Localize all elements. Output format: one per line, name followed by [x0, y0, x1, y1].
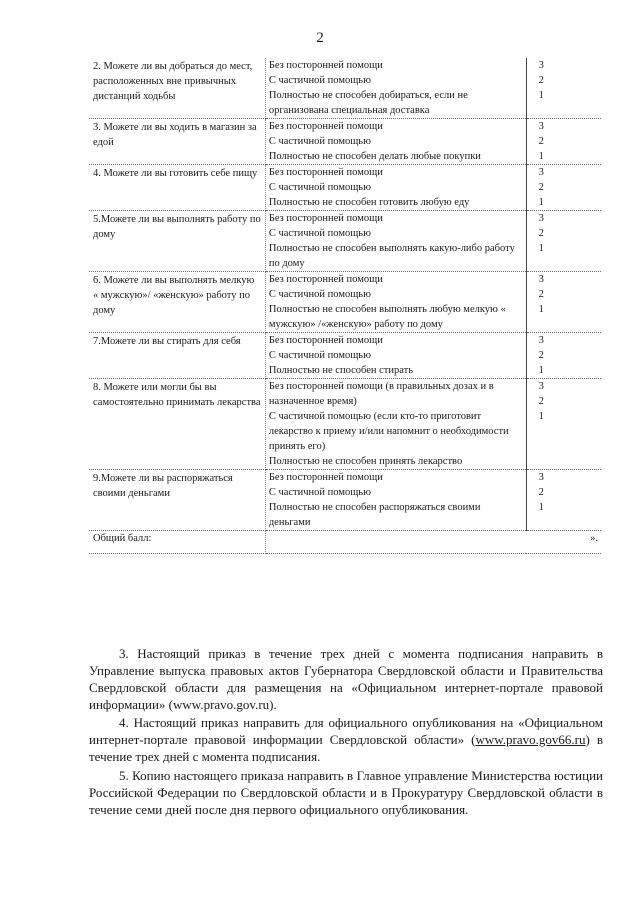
paragraph-3	[89, 645, 603, 713]
question-cell	[89, 470, 265, 531]
answer-option: Без посторонней помощи	[268, 213, 383, 224]
options-cell	[265, 333, 526, 379]
question-cell	[89, 211, 265, 272]
total-closing: ».	[590, 533, 598, 544]
score-value: 3	[538, 60, 544, 71]
question-cell	[89, 333, 265, 379]
score-value: 1	[538, 411, 544, 422]
scores-cell	[526, 211, 601, 272]
question-text: 9.Можете ли вы распоряжаться своими деньгами	[93, 473, 233, 499]
score-value: 2	[538, 487, 544, 498]
question-row	[89, 58, 601, 119]
options-cell	[265, 272, 526, 333]
score-value: 2	[538, 289, 544, 300]
question-text: 3. Можете ли вы ходить в магазин за едой	[93, 122, 257, 148]
question-cell	[89, 165, 265, 211]
question-row	[89, 470, 601, 531]
paragraph-5	[89, 767, 603, 818]
question-row	[89, 211, 601, 272]
score-value: 1	[538, 197, 544, 208]
total-row	[89, 531, 601, 554]
options-cell	[265, 58, 526, 119]
score-value: 1	[538, 502, 544, 513]
paragraph-4	[89, 714, 603, 765]
paragraph-4-end: ) в течение трех дней с момента подписания.	[89, 732, 603, 764]
scores-cell	[526, 165, 601, 211]
options-cell	[265, 211, 526, 272]
answer-option: Полностью не способен готовить любую еду	[268, 197, 470, 208]
answer-option: Без посторонней помощи	[268, 274, 383, 285]
question-row	[89, 119, 601, 165]
answer-option: Полностью не способен распоряжаться своими деньгами	[268, 502, 481, 528]
score-value: 2	[538, 396, 544, 407]
options-cell	[265, 470, 526, 531]
answer-option: Полностью не способен выполнять какую-либо работу по дому	[268, 243, 515, 269]
answer-option: С частичной помощью	[268, 487, 371, 498]
answer-option: С частичной помощью	[268, 136, 371, 147]
answer-option: Без посторонней помощи (в правильных дозах и в назначенное время)	[268, 381, 494, 407]
score-value: 2	[538, 75, 544, 86]
answer-option: Без посторонней помощи	[268, 121, 383, 132]
total-label: Общий балл:	[89, 531, 265, 554]
question-text: 4. Можете ли вы готовить себе пищу	[93, 168, 258, 179]
paragraph-3-text: 3. Настоящий приказ в течение трех дней с момента подписания направить в Управление выпуска правовых актов Губернатора Свердловской области и Правительства Свердловской области для размещения на «Официальном интернет-портале правовой информации» (www.pravo.gov.ru).	[89, 646, 603, 712]
options-cell	[265, 165, 526, 211]
score-value: 2	[538, 228, 544, 239]
score-value: 3	[538, 335, 544, 346]
answer-option: С частичной помощью (если кто-то приготовит лекарство к приему и/или напомнит о необходимости принять его)	[268, 411, 509, 452]
question-text: 6. Можете ли вы выполнять мелкую « мужскую»/ «женскую» работу по дому	[93, 275, 255, 316]
answer-option: Полностью не способен выполнять любую мелкую « мужскую» /«женскую» работу по дому	[268, 304, 506, 330]
answer-option: Без посторонней помощи	[268, 167, 383, 178]
question-row	[89, 272, 601, 333]
answer-option: Без посторонней помощи	[268, 60, 383, 71]
answer-option: Полностью не способен делать любые покупки	[268, 151, 481, 162]
options-cell	[265, 119, 526, 165]
question-cell	[89, 58, 265, 119]
question-text: 8. Можете или могли бы вы самостоятельно принимать лекарства	[93, 382, 261, 408]
question-row	[89, 165, 601, 211]
answer-option: Полностью не способен добираться, если не организована специальная доставка	[268, 90, 468, 116]
page-number: 2	[316, 30, 324, 46]
answer-option: Полностью не способен стирать	[268, 365, 413, 376]
scores-cell	[526, 470, 601, 531]
score-value: 1	[538, 304, 544, 315]
score-value: 3	[538, 381, 544, 392]
score-value: 3	[538, 274, 544, 285]
scores-cell	[526, 119, 601, 165]
score-value: 2	[538, 136, 544, 147]
question-cell	[89, 272, 265, 333]
scores-cell	[526, 379, 601, 470]
question-cell	[89, 119, 265, 165]
question-row	[89, 333, 601, 379]
scores-cell	[526, 58, 601, 119]
score-value: 3	[538, 121, 544, 132]
paragraph-4-text	[89, 714, 603, 765]
question-cell	[89, 379, 265, 470]
score-value: 1	[538, 243, 544, 254]
score-value: 1	[538, 365, 544, 376]
scores-cell	[526, 333, 601, 379]
options-cell	[265, 379, 526, 470]
pravo-gov66-link[interactable]: www.pravo.gov66.ru	[475, 732, 586, 747]
answer-option: С частичной помощью	[268, 289, 371, 300]
score-value: 3	[538, 472, 544, 483]
paragraph-5-text: 5. Копию настоящего приказа направить в Главное управление Министерства юстиции Российской Федерации по Свердловской области и в Прокуратуру Свердловской области в течение семи дней после дня первого официального опубликования.	[89, 768, 603, 817]
score-value: 3	[538, 213, 544, 224]
paragraph-4-start: 4. Настоящий приказ направить для официального опубликования на «Официальном интернет-портале правовой информации Свердловской области» (	[89, 715, 603, 747]
score-value: 1	[538, 151, 544, 162]
score-value: 1	[538, 90, 544, 101]
question-text: 2. Можете ли вы добраться до мест, расположенных вне привычных дистанций ходьбы	[93, 61, 253, 102]
question-row	[89, 379, 601, 470]
answer-option: С частичной помощью	[268, 75, 371, 86]
question-text: 5.Можете ли вы выполнять работу по дому	[93, 214, 261, 240]
answer-option: Без посторонней помощи	[268, 335, 383, 346]
score-value: 2	[538, 182, 544, 193]
score-value: 3	[538, 167, 544, 178]
questionnaire-table	[89, 58, 601, 554]
score-value: 2	[538, 350, 544, 361]
scores-cell	[526, 272, 601, 333]
question-text: 7.Можете ли вы стирать для себя	[93, 336, 241, 347]
answer-option: С частичной помощью	[268, 228, 371, 239]
answer-option: Полностью не способен принять лекарство	[268, 456, 463, 467]
answer-option: С частичной помощью	[268, 350, 371, 361]
answer-option: С частичной помощью	[268, 182, 371, 193]
answer-option: Без посторонней помощи	[268, 472, 383, 483]
total-value-cell	[265, 531, 601, 554]
